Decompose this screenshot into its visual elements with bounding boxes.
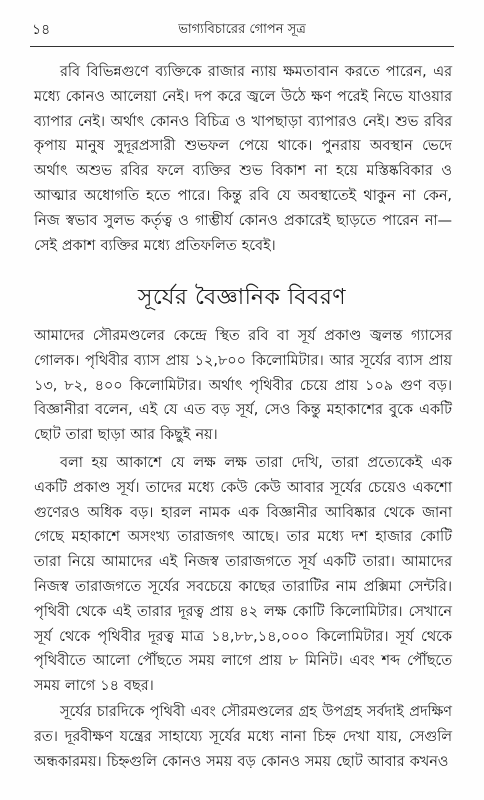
paragraph-text: আমাদের সৌরমণ্ডলের কেন্দ্রে স্থিত রবি বা সূর্য প্রকাণ্ড জ্বলন্ত গ্যাসের গোলক। পৃথিবীর ব্যাস প্রায় ১২,৮০০ কিলোমিটার। আর সূর্যের ব্যাস প্রায় ১৩, ৮২, ৪০০ কিলোমিটার। অর্থাৎ পৃথিবীর চেয়ে প্রায় ১০৯ গুণ বড়। বিজ্ঞানীরা বলেন, এই যে এত বড় সূর্য, সেও কিন্তু মহাকাশের বুকে একটি ছোট তারা ছাড়া আর কিছুই নয়। <box>34 328 452 444</box>
header-rule <box>30 46 454 47</box>
paragraph-text: বলা হয় আকাশে যে লক্ষ লক্ষ তারা দেখি, তারা প্রত্যেকেই এক একটি প্রকাণ্ড সূর্য। তাদের মধ্যে কেউ কেউ আবার সূর্যের চেয়েও একশো গুণেরও অধিক বড়। হারল নামক এক বিজ্ঞানীর আবিষ্কার থেকে জানা গেছে মহাকাশে অসংখ্য তারাজগৎ আছে। তার মধ্যে দশ হাজার কোটি তারা নিয়ে আমাদের এই নিজস্ব তারাজগতে সূর্য একটি তারা। আমাদের নিজস্ব তারাজগতে সূর্যের সবচেয়ে কাছের তারাটির নাম প্রক্সিমা সেন্টরি। পৃথিবী থেকে এই তারার দূরত্ব প্রায় ৪২ লক্ষ কোটি কিলোমিটার। সেখানে সূর্য থেকে পৃথিবীর দূরত্ব মাত্র ১৪,৮৮,১৪,০০০ কিলোমিটার। সূর্য থেকে পৃথিবীতে আলো পৌঁছতে সময় লাগে প্রায় ৮ মিনিট। এবং শব্দ পৌঁছতে সময় লাগে ১৪ বছর। <box>34 455 452 695</box>
paragraph-sun-size <box>34 324 452 448</box>
paragraph-text: রবি বিভিন্নগুণে ব্যক্তিকে রাজার ন্যায় ক্ষমতাবান করতে পারেন, এর মধ্যে কোনও আলেয়া নেই। দপ করে জ্বলে উঠে ক্ষণ পরেই নিভে যাওয়ার ব্যাপার নেই। অর্থাৎ কোনও বিচিত্র ও খাপছাড়া ব্যাপারও নেই। শুভ রবির কৃপায় মানুষ সুদূরপ্রসারী শুভফল পেয়ে থাকে। পুনরায় অবস্থান ভেদে অর্থাৎ অশুভ রবির ফলে ব্যক্তির শুভ বিকাশ না হয়ে মস্তিষ্কবিকার ও আত্মার অধোগতি হতে পারে। কিন্তু রবি যে অবস্থাতেই থাকুন না কেন, নিজ স্বভাব সুলভ কর্তৃত্ব ও গাম্ভীর্য কোনও প্রকারেই ছাড়তে পারেন না—সেই প্রকাশ ব্যক্তির মধ্যে প্রতিফলিত হবেই। <box>34 64 452 254</box>
paragraph-stars <box>34 451 452 699</box>
page-header <box>30 20 454 44</box>
paragraph-orbit <box>34 700 452 774</box>
paragraph-text: সূর্যের চারদিকে পৃথিবী এবং সৌরমণ্ডলের গ্রহ উপগ্রহ সর্বদাই প্রদক্ষিণ রত। দূরবীক্ষণ যন্ত্রের সাহায্যে সূর্যের মধ্যে নানা চিহ্ন দেখা যায়, সেগুলি অন্ধকারময়। চিহ্নগুলি কোনও সময় বড় কোনও সময় ছোট আবার কখনও <box>34 704 452 770</box>
paragraph-ravi-qualities <box>34 60 452 258</box>
section-heading: সূর্যের বৈজ্ঞানিক বিবরণ <box>137 285 347 310</box>
page-number: ১৪ <box>32 22 51 38</box>
running-title: ভাগ্যবিচারের গোপন সূত্র <box>178 22 306 37</box>
